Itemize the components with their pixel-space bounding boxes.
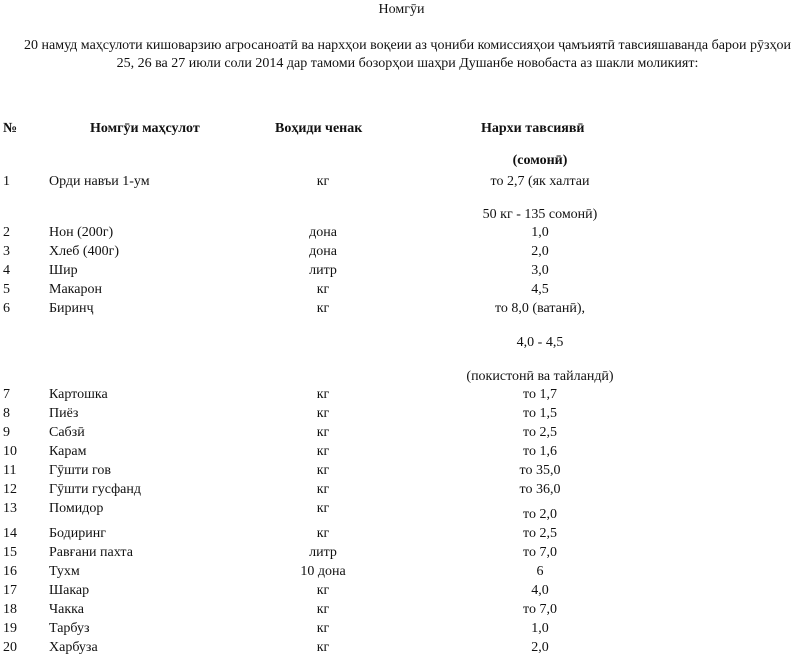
row-number: 2 (3, 225, 10, 240)
row-number: 13 (3, 501, 17, 516)
header-unit: Воҳиди ченак (275, 121, 363, 136)
product-name: Чакка (49, 602, 84, 617)
product-name: Тухм (49, 564, 80, 579)
product-name: Харбуза (49, 640, 98, 655)
row-number: 17 (3, 583, 17, 598)
header-product-name: Номгӯи маҳсулот (90, 121, 200, 136)
product-name: Нон (200г) (49, 225, 114, 240)
row-number: 11 (3, 463, 17, 478)
row-number: 9 (3, 425, 10, 440)
product-name: Макарон (49, 282, 102, 297)
product-name: Шакар (49, 583, 90, 598)
row-number: 12 (3, 482, 17, 497)
intro-paragraph: 20 намуд маҳсулоти кишоварзию агросаноатӣ ва нархҳои воқеии аз ҷониби комиссияҳои ҷамъиятӣ тавсияшаванда барои рӯзҳои 25, 26 ва 27 июли соли 2014 дар тамоми бозорҳои шаҳри Душанбе новобаста аз шакли моликият: (24, 38, 791, 71)
row-number: 1 (3, 174, 10, 189)
row-number: 4 (3, 263, 10, 278)
product-name: Пиёз (49, 406, 79, 421)
product-name: Картошка (49, 387, 108, 402)
product-name: Бодиринг (49, 526, 106, 541)
product-name: Шир (49, 263, 78, 278)
row-number: 18 (3, 602, 17, 617)
header-number: № (3, 121, 18, 136)
header-price: Нархи тавсиявӣ (481, 121, 585, 136)
product-name: Гӯшти гов (49, 463, 111, 478)
row-number: 5 (3, 282, 10, 297)
product-name: Хлеб (400г) (49, 244, 119, 259)
row-number: 3 (3, 244, 10, 259)
row-number: 20 (3, 640, 17, 655)
row-number: 19 (3, 621, 17, 636)
row-number: 16 (3, 564, 17, 579)
product-name: Сабзӣ (49, 425, 85, 440)
row-number: 6 (3, 301, 10, 316)
product-name: Помидор (49, 501, 104, 516)
product-name: Биринҷ (49, 301, 94, 316)
product-name: Орди навъи 1-ум (49, 174, 150, 189)
product-name: Карам (49, 444, 87, 459)
product-name: Равғани пахта (49, 545, 133, 560)
product-name: Гӯшти гусфанд (49, 482, 142, 497)
page-title: Номгӯи (378, 2, 425, 17)
row-number: 7 (3, 387, 10, 402)
row-number: 15 (3, 545, 17, 560)
row-number: 14 (3, 526, 17, 541)
product-name: Тарбуз (49, 621, 90, 636)
row-number: 10 (3, 444, 17, 459)
row-number: 8 (3, 406, 10, 421)
